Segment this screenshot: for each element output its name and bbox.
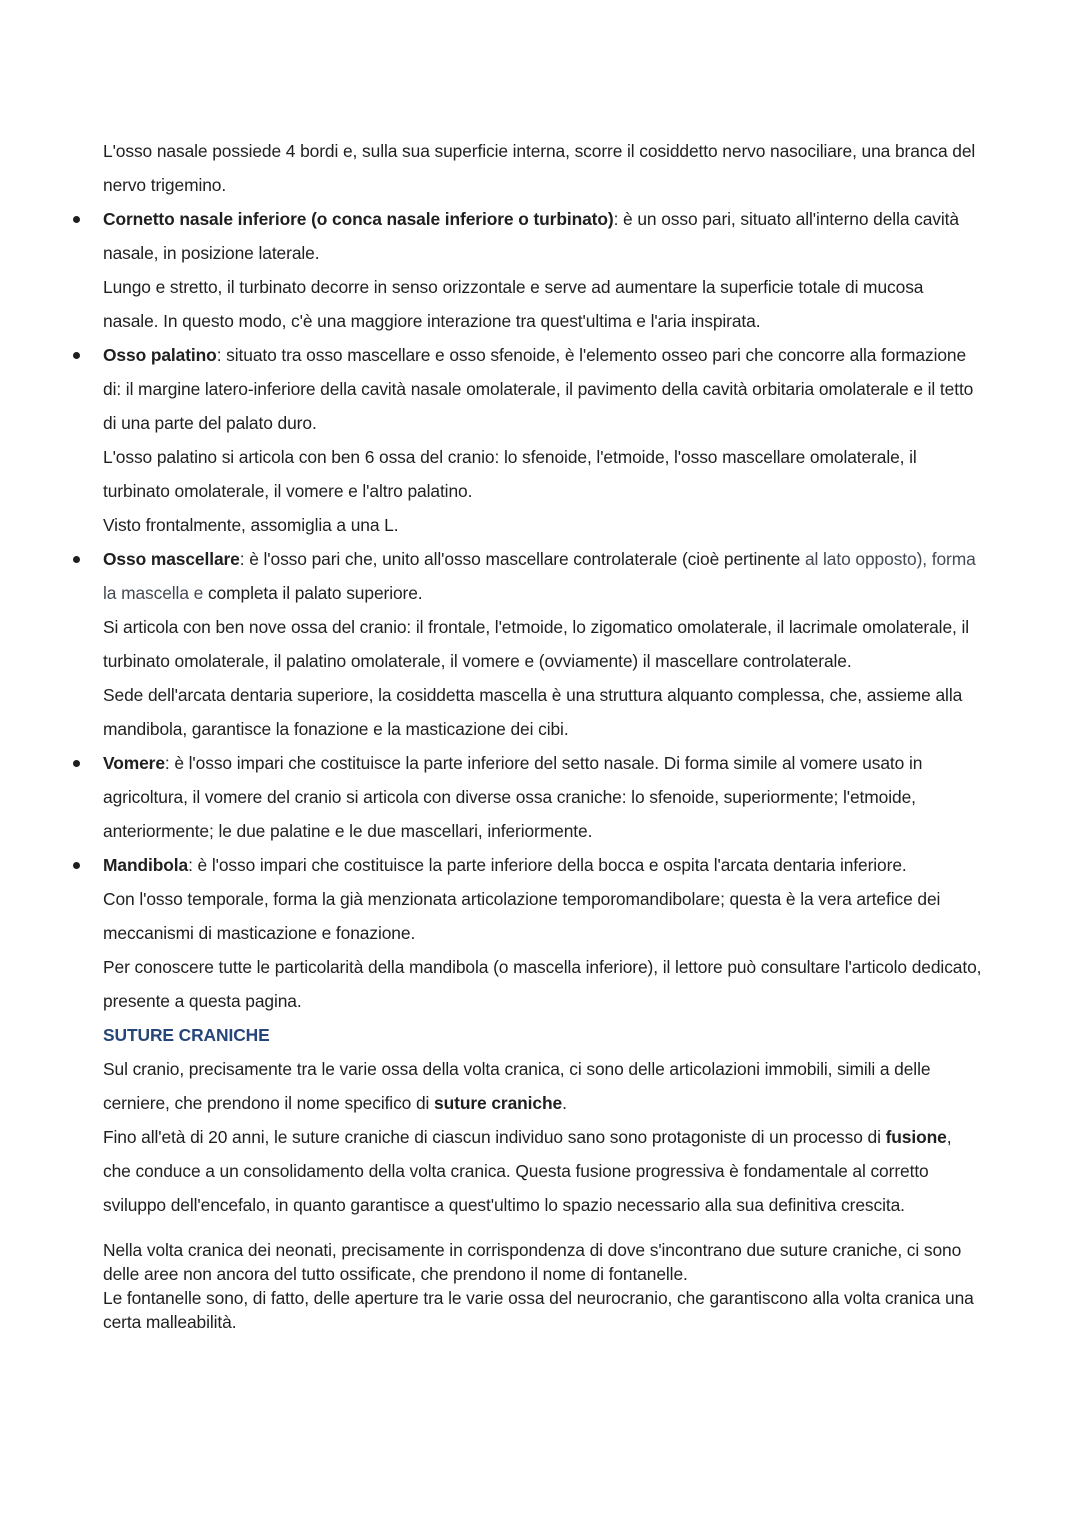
- section-paragraph: Fino all'età di 20 anni, le suture craniche di ciascun individuo sano sono protagoniste di un processo di fusione, che conduce a un consolidamento della volta cranica. Questa fusione progressiva è fondamentale al corretto sviluppo dell'encefalo, in quanto garantisce a quest'ultimo lo spazio necessario alla sua definitiva crescita.: [103, 1127, 952, 1215]
- bullet-icon: [73, 556, 80, 563]
- item-paragraph: Si articola con ben nove ossa del cranio: il frontale, l'etmoide, lo zigomatico omolaterale, il lacrimale omolaterale, il turbinato omolaterale, il palatino omolaterale, il vomere e (ovviamente) il mascellare controlaterale.: [103, 617, 970, 671]
- intro-paragraph: L'osso nasale possiede 4 bordi e, sulla sua superficie interna, scorre il cosiddetto nervo nasociliare, una branca del nervo trigemino.: [103, 141, 976, 195]
- bullet-icon: [73, 352, 80, 359]
- document-body: [103, 134, 983, 1334]
- section-heading: SUTURE CRANICHE: [103, 1025, 270, 1045]
- item-paragraph: Lungo e stretto, il turbinato decorre in senso orizzontale e serve ad aumentare la superficie totale di mucosa nasale. In questo modo, c'è una maggiore interazione tra quest'ultima e l'aria inspirata.: [103, 277, 924, 331]
- item-lead: Osso palatino: situato tra osso mascellare e osso sfenoide, è l'elemento osseo pari che concorre alla formazione di: il margine latero-inferiore della cavità nasale omolaterale, il pavimento della cavità orbitaria omolaterale e il tetto di una parte del palato duro.: [103, 345, 974, 433]
- item-paragraph: Per conoscere tutte le particolarità della mandibola (o mascella inferiore), il lettore può consultare l'articolo dedicato, presente a questa pagina.: [103, 957, 982, 1011]
- item-title: Osso palatino: [103, 345, 217, 365]
- item-title: Vomere: [103, 753, 165, 773]
- list-item: [103, 848, 983, 1018]
- item-lead: Osso mascellare: è l'osso pari che, unito all'osso mascellare controlaterale (cioè pertinente al lato opposto), forma la mascella e completa il palato superiore.: [103, 549, 976, 603]
- item-title: Mandibola: [103, 855, 189, 875]
- fontanelle-paragraph: Le fontanelle sono, di fatto, delle aperture tra le varie ossa del neurocranio, che garantiscono alla volta cranica una certa malleabilità.: [103, 1288, 974, 1332]
- item-lead: Vomere: è l'osso impari che costituisce la parte inferiore del setto nasale. Di forma simile al vomere usato in agricoltura, il vomere del cranio si articola con diverse ossa craniche: lo sfenoide, superiormente; l'etmoide, anteriormente; le due palatine e le due mascellari, inferiormente.: [103, 753, 923, 841]
- fontanelle-paragraph: Nella volta cranica dei neonati, precisamente in corrispondenza di dove s'incontrano due suture craniche, ci sono delle aree non ancora del tutto ossificate, che prendono il nome di fontanelle.: [103, 1240, 962, 1284]
- list-item: [103, 202, 983, 338]
- item-lead: Mandibola: è l'osso impari che costituisce la parte inferiore della bocca e ospita l'arcata dentaria inferiore.: [103, 855, 907, 875]
- item-title: Osso mascellare: [103, 549, 240, 569]
- item-paragraph: Con l'osso temporale, forma la già menzionata articolazione temporomandibolare; questa è la vera artefice dei meccanismi di masticazione e fonazione.: [103, 889, 941, 943]
- bullet-icon: [73, 760, 80, 767]
- list-item: [103, 746, 983, 848]
- item-paragraph: L'osso palatino si articola con ben 6 ossa del cranio: lo sfenoide, l'etmoide, l'osso mascellare omolaterale, il turbinato omolaterale, il vomere e l'altro palatino.: [103, 447, 917, 501]
- list-item: [103, 338, 983, 542]
- bullet-icon: [73, 862, 80, 869]
- list-item: [103, 542, 983, 746]
- item-paragraph: Visto frontalmente, assomiglia a una L.: [103, 515, 399, 535]
- section-paragraph: Sul cranio, precisamente tra le varie ossa della volta cranica, ci sono delle articolazioni immobili, simili a delle cerniere, che prendono il nome specifico di suture craniche.: [103, 1059, 931, 1113]
- item-title: Cornetto nasale inferiore (o conca nasale inferiore o turbinato): [103, 209, 614, 229]
- bullet-icon: [73, 216, 80, 223]
- item-lead: Cornetto nasale inferiore (o conca nasale inferiore o turbinato): è un osso pari, situato all'interno della cavità nasale, in posizione laterale.: [103, 209, 959, 263]
- link-articolazioni: articolazioni: [669, 1059, 760, 1079]
- item-paragraph: Sede dell'arcata dentaria superiore, la cosiddetta mascella è una struttura alquanto complessa, che, assieme alla mandibola, garantisce la fonazione e la masticazione dei cibi.: [103, 685, 963, 739]
